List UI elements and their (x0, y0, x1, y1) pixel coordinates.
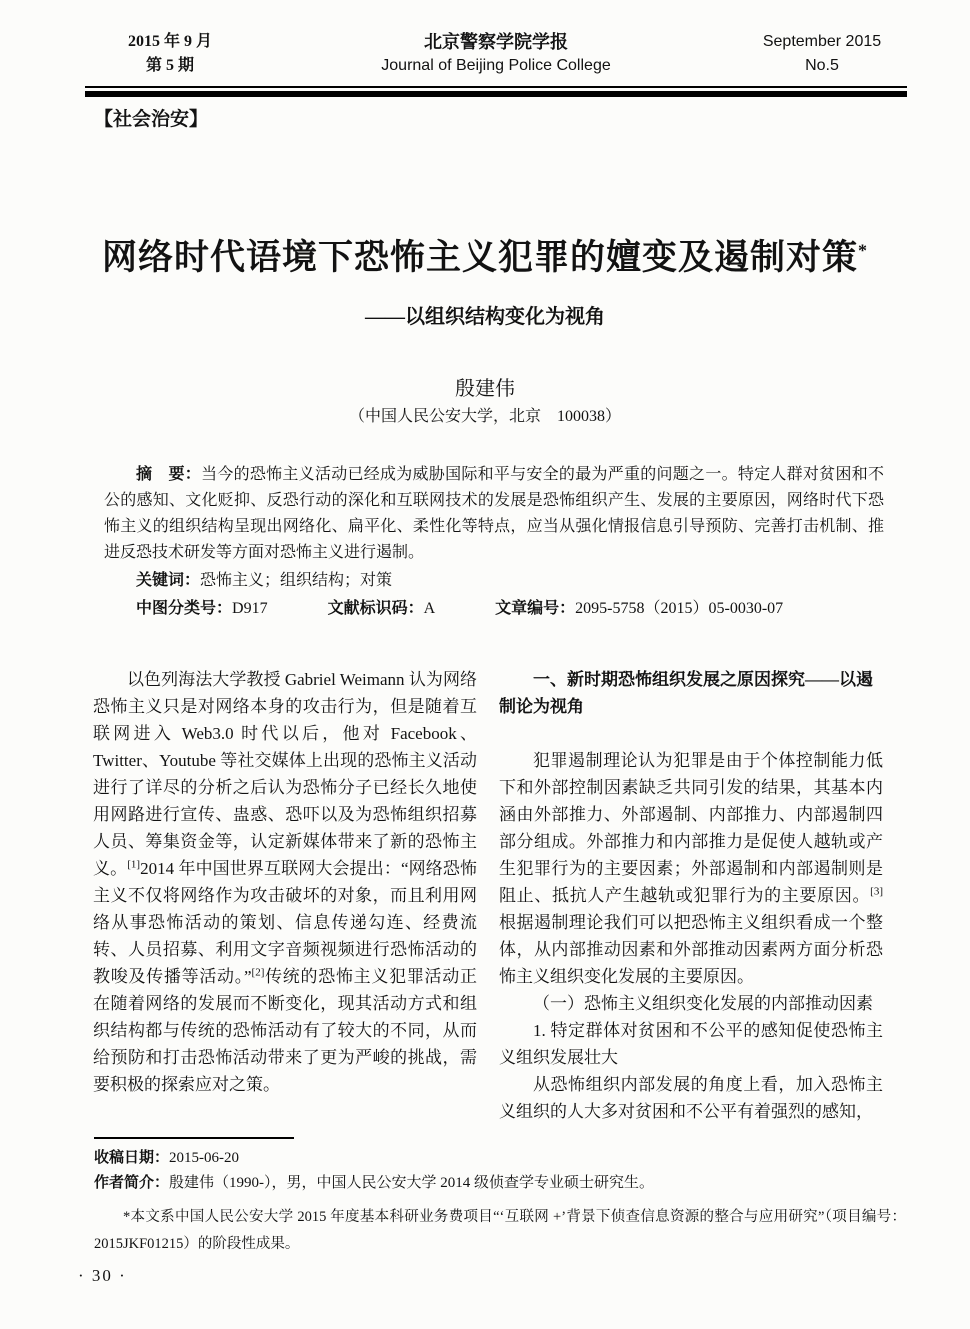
header-issue-number-en: No.5 (805, 57, 839, 74)
title-footnote-asterisk: * (858, 240, 868, 261)
clc-value: D917 (232, 600, 268, 617)
section-tag: 【社会治安】 (94, 109, 209, 130)
received-date-value: 2015-06-20 (169, 1150, 240, 1166)
document-code-label: 文献标识码： (327, 600, 424, 617)
section-1-heading: 一、新时期恐怖组织发展之原因探究——以遏制论为视角 (499, 670, 873, 716)
section-1-paragraph-2: 从恐怖组织内部发展的角度上看，加入恐怖主义组织的人大多对贫困和不公平有着强烈的感知， (499, 1075, 883, 1121)
funding-footnote: *本文系中国人民公安大学 2015 年度基本科研业务费项目“‘互联网 +’背景下侦查信息资源的整合与应用研究”（项目编号：2015JKF01215）的阶段性成果。 (94, 1209, 906, 1252)
clc-pair (136, 600, 268, 617)
article-number-label: 文章编号： (495, 600, 576, 617)
article-subtitle: ——以组织结构变化为视角 (365, 306, 605, 328)
header-issue-cn (85, 30, 255, 78)
right-column (499, 666, 883, 1134)
journal-header (85, 30, 907, 78)
section-1-subheading-1: （一）恐怖主义组织变化发展的内部推动因素 (533, 994, 873, 1013)
body-columns (93, 666, 883, 1134)
keywords-label: 关键词： (136, 572, 201, 589)
keywords-text: 恐怖主义；组织结构；对策 (200, 572, 393, 589)
abstract-text: 当今的恐怖主义活动已经成为威胁国际和平与安全的最为严重的问题之一。特定人群对贫困和不公的感知、文化贬抑、反恐行动的深化和互联网技术的发展是恐怖组织产生、发展的主要原因，网络时代下恐怖主义的组织结构呈现出网络化、扁平化、柔性化等特点，应当从强化情报信息引导预防、完善打击机制、推进反恐技术研发等方面对恐怖主义进行遏制。 (104, 466, 884, 561)
section-1-item-1: 1. 特定群体对贫困和不公平的感知促使恐怖主义组织发展壮大 (499, 1021, 883, 1067)
received-date-line (94, 1146, 894, 1171)
document-code-value: A (423, 600, 436, 617)
document-code-pair (328, 600, 436, 617)
header-journal-name (255, 30, 737, 78)
header-rule-thick (85, 91, 907, 97)
abstract-label: 摘 要： (136, 466, 202, 483)
section-1-paragraph-1: 犯罪遏制理论认为犯罪是由于个体控制能力低下和外部控制因素缺乏共同引发的结果，其基本内涵由外部推力、外部遏制、内部推力、内部遏制四部分组成。外部推力和内部推力是促使人越轨或产生犯罪行为的主要因素；外部遏制和内部遏制则是阻止、抵抗人产生越轨或犯罪行为的主要原因。[3]根据遏制理论我们可以把恐怖主义组织看成一个整体，从内部推动因素和外部推动因素两方面分析恐怖主义组织变化发展的主要原因。 (499, 751, 883, 986)
author-bio-text: 殷建伟（1990-），男，中国人民公安大学 2014 级侦查学专业硕士研究生。 (169, 1175, 655, 1191)
author-bio-line (94, 1171, 894, 1196)
article-title-text: 网络时代语境下恐怖主义犯罪的嬗变及遏制对策 (101, 238, 858, 277)
author-bio-label: 作者简介： (94, 1175, 170, 1191)
received-date-label: 收稿日期： (94, 1150, 170, 1166)
header-issue-en (737, 30, 907, 78)
header-date-cn: 2015 年 9 月 (127, 33, 212, 50)
abstract-paragraph (104, 462, 884, 566)
page-number: · 30 · (78, 1266, 127, 1285)
author-affiliation: （中国人民公安大学，北京 100038） (348, 408, 621, 425)
left-column (93, 666, 477, 1134)
journal-title-cn: 北京警察学院学报 (424, 32, 568, 52)
article-title (0, 230, 970, 280)
article-number-value: 2095-5758（2015）05-0030-07 (575, 600, 784, 617)
journal-title-en: Journal of Beijing Police College (381, 57, 611, 74)
clc-label: 中图分类号： (136, 600, 233, 617)
article-meta (104, 462, 884, 622)
footnote-divider (94, 1137, 294, 1139)
author-name: 殷建伟 (455, 378, 515, 400)
article-number-pair (495, 600, 783, 617)
classification-line (104, 596, 884, 622)
keywords-line (104, 568, 884, 594)
intro-paragraph: 以色列海法大学教授 Gabriel Weimann 认为网络恐怖主义只是对网络本身的攻击行为，但是随着互联网进入 Web3.0 时代以后，他对 Facebook、Twitter、Youtube 等社交媒体上出现的恐怖主义活动进行了详尽的分析之后认为恐怖分子已经长久地使用网路进行宣传、蛊惑、恐吓以及为恐怖组织招募人员、筹集资金等，认定新媒体带来了新的恐怖主义。[1]2014 年中国世界互联网大会提出：“网络恐怖主义不仅将网络作为攻击破坏的对象，而且利用网络从事恐怖活动的策划、信息传递勾连、经费流转、人员招募、利用文字音频视频进行恐怖活动的教唆及传播等活动。”[2]传统的恐怖主义犯罪活动正在随着网络的发展而不断变化，现其活动方式和组织结构都与传统的恐怖活动有了较大的不同，从而给预防和打击恐怖活动带来了更为严峻的挑战，需要积极的探索应对之策。 (93, 670, 478, 1094)
header-issue-number-cn: 第 5 期 (145, 57, 194, 74)
header-rule-thin (85, 86, 907, 88)
header-date-en: September 2015 (762, 33, 882, 50)
